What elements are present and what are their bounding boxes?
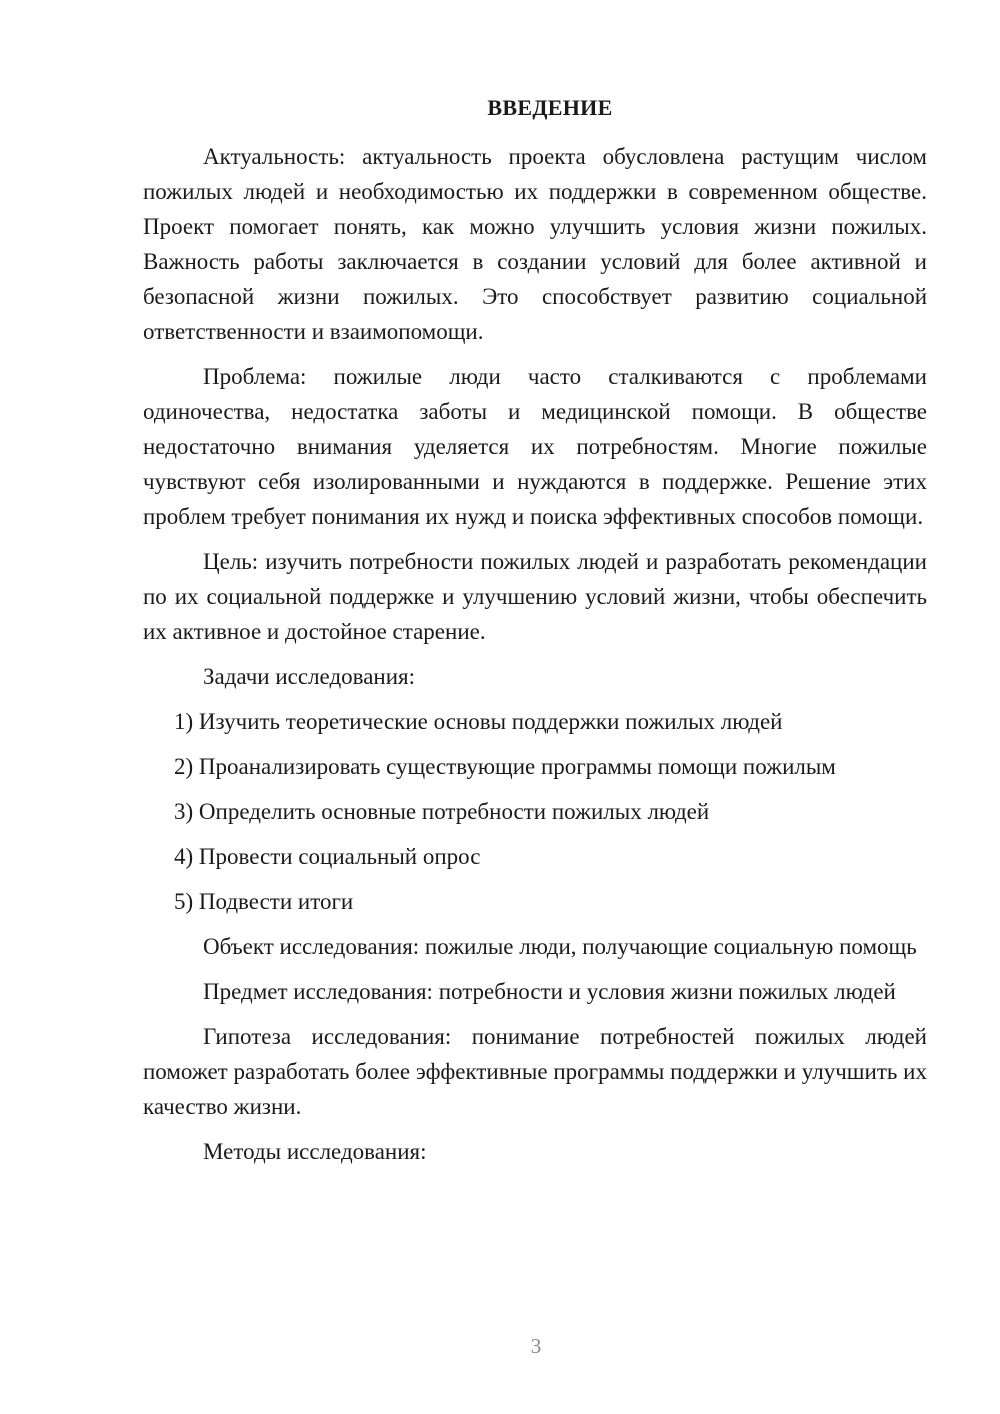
goal-paragraph: Цель: изучить потребности пожилых людей и разработать рекомендации по их социальной поддержке и улучшению условий жизни, чтобы обеспечить их активное и достойное старение. <box>143 549 927 644</box>
page-title: ВВЕДЕНИЕ <box>487 95 613 120</box>
object-paragraph: Объект исследования: пожилые люди, получающие социальную помощь <box>203 934 917 959</box>
page-content <box>143 93 927 1179</box>
list-item: 4) Провести социальный опрос <box>174 844 481 869</box>
page-number: 3 <box>530 1334 542 1358</box>
relevance-paragraph: Актуальность: актуальность проекта обусловлена растущим числом пожилых людей и необходимостью их поддержки в современном обществе. Проект помогает понять, как можно улучшить условия жизни пожилых. Важность работы заключается в создании условий для более активной и безопасной жизни пожилых. Это способствует развитию социальной ответственности и взаимопомощи. <box>143 144 927 344</box>
tasks-list <box>143 704 927 919</box>
list-item: 2) Проанализировать существующие программы помощи пожилым <box>174 754 836 779</box>
list-item: 1) Изучить теоретические основы поддержки пожилых людей <box>174 709 783 734</box>
problem-paragraph: Проблема: пожилые люди часто сталкиваются с проблемами одиночества, недостатка заботы и медицинской помощи. В обществе недостаточно внимания уделяется их потребностям. Многие пожилые чувствуют себя изолированными и нуждаются в поддержке. Решение этих проблем требует понимания их нужд и поиска эффективных способов помощи. <box>143 364 927 529</box>
list-item: 3) Определить основные потребности пожилых людей <box>174 799 710 824</box>
methods-heading: Методы исследования: <box>203 1139 427 1164</box>
subject-paragraph: Предмет исследования: потребности и условия жизни пожилых людей <box>203 979 896 1004</box>
list-item: 5) Подвести итоги <box>174 889 354 914</box>
hypothesis-paragraph: Гипотеза исследования: понимание потребностей пожилых людей поможет разработать более эффективные программы поддержки и улучшить их качество жизни. <box>143 1024 927 1119</box>
tasks-heading: Задачи исследования: <box>203 664 416 689</box>
